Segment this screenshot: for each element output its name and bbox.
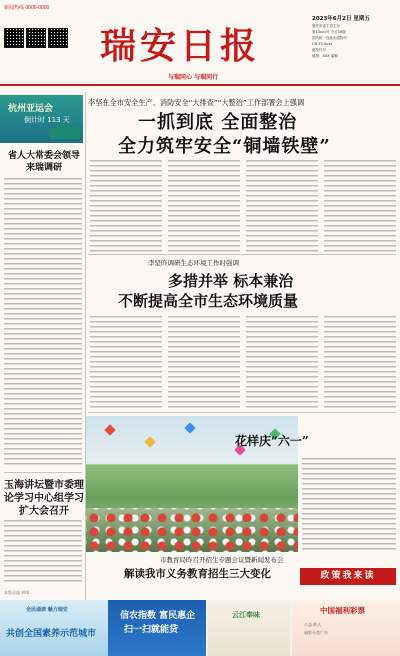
qr-code-2 <box>26 28 46 48</box>
left-article-body <box>4 520 82 584</box>
qr-code-1 <box>4 28 24 48</box>
main-story-kicker: 李坚在全市安全生产、消防安全“大排查”“大整治”工作部署会上强调 <box>88 98 305 107</box>
eco-story-headline-1[interactable]: 多措并举 标本兼治 <box>168 272 294 290</box>
page-footer: 本版责编 XXX <box>4 590 30 595</box>
main-story-body-col2 <box>168 160 240 252</box>
lottery-ad-sub: 福彩分类广告 <box>304 630 328 635</box>
kite-graphic <box>144 436 155 447</box>
food-ad-title: 云江奉味 <box>232 611 260 619</box>
edu-story-kicker: 市教育局昨召开招生专题会议暨新闻发布会 <box>160 556 284 564</box>
credit-ad-line2: 扫一扫就能贷 <box>124 625 179 635</box>
reading-ad-main: 共创全国素养示范城市 <box>6 629 97 639</box>
kite-graphic <box>104 424 115 435</box>
lottery-ad-title: 中国福利彩票 <box>320 606 365 615</box>
countdown-title: 杭州亚运会 <box>8 104 54 114</box>
header-rule <box>0 84 400 86</box>
issue-line: 邮发代号 <box>312 48 326 52</box>
credit-ad-line1: 信农指数 富民惠企 <box>120 611 196 621</box>
photo-story-headline[interactable]: 花样庆“六一” <box>235 434 309 448</box>
hotline: 新闻热线 0000-0000 <box>4 5 50 11</box>
eco-story-body-col2 <box>168 316 240 410</box>
left-article-body <box>4 178 82 468</box>
section-divider <box>88 412 396 413</box>
eco-story-body-col3 <box>246 316 318 410</box>
countdown-days: 倒计时 113 天 <box>24 116 70 124</box>
policy-tag[interactable]: 政策我来读 <box>300 568 396 585</box>
qr-code-3 <box>48 28 68 48</box>
main-story-body-col3 <box>246 160 318 252</box>
issue-line: 值班：XXX 编辑 <box>312 54 338 58</box>
left-divider <box>4 472 82 473</box>
kite-graphic <box>184 422 195 433</box>
section-divider <box>88 254 396 255</box>
left-article-headline[interactable]: 省人大常委会领导来瑞调研 <box>7 151 80 173</box>
main-story-headline-2[interactable]: 全力筑牢安全“铜墙铁壁” <box>118 136 331 157</box>
eco-story-headline-2[interactable]: 不断提高全市生态环境质量 <box>118 292 299 310</box>
reading-ad-top: 全民诵读 魅力瑞安 <box>26 607 68 613</box>
issue-date: 2023年6月2日 星期五 <box>312 16 370 22</box>
issue-line: CN 33-0xxx <box>312 42 333 46</box>
eco-story-kicker: 李坚昨调研生态环境工作时强调 <box>148 259 239 267</box>
main-story-body-col1 <box>90 160 162 252</box>
main-story-headline-1[interactable]: 一抓到底 全面整治 <box>138 112 298 133</box>
food-ad[interactable] <box>208 600 290 656</box>
issue-line: 国内统一连续出版物号 <box>312 36 347 40</box>
crowd-graphic <box>86 508 298 552</box>
masthead-title: 瑞安日报 <box>100 25 261 67</box>
issue-line: 瑞安市委主管主办 <box>312 24 340 28</box>
eco-story-body-col4 <box>324 316 396 410</box>
lottery-ad-sub: 公益 助人 <box>304 622 322 627</box>
masthead-slogan: 与瑞同心 与瑞同行 <box>168 74 219 81</box>
asian-games-countdown[interactable] <box>0 95 83 143</box>
edu-story-headline[interactable]: 解读我市义务教育招生三大变化 <box>124 568 271 580</box>
eco-story-body-col1 <box>90 316 162 410</box>
stadium-graphic <box>50 125 80 139</box>
issue-line: 第13xxx号 今日16版 <box>312 30 346 34</box>
main-story-body-col4 <box>324 160 396 252</box>
photo-story-caption <box>302 458 396 552</box>
left-article-headline[interactable]: 玉海讲坛暨市委理论学习中心组学习扩大会召开 <box>4 480 84 517</box>
